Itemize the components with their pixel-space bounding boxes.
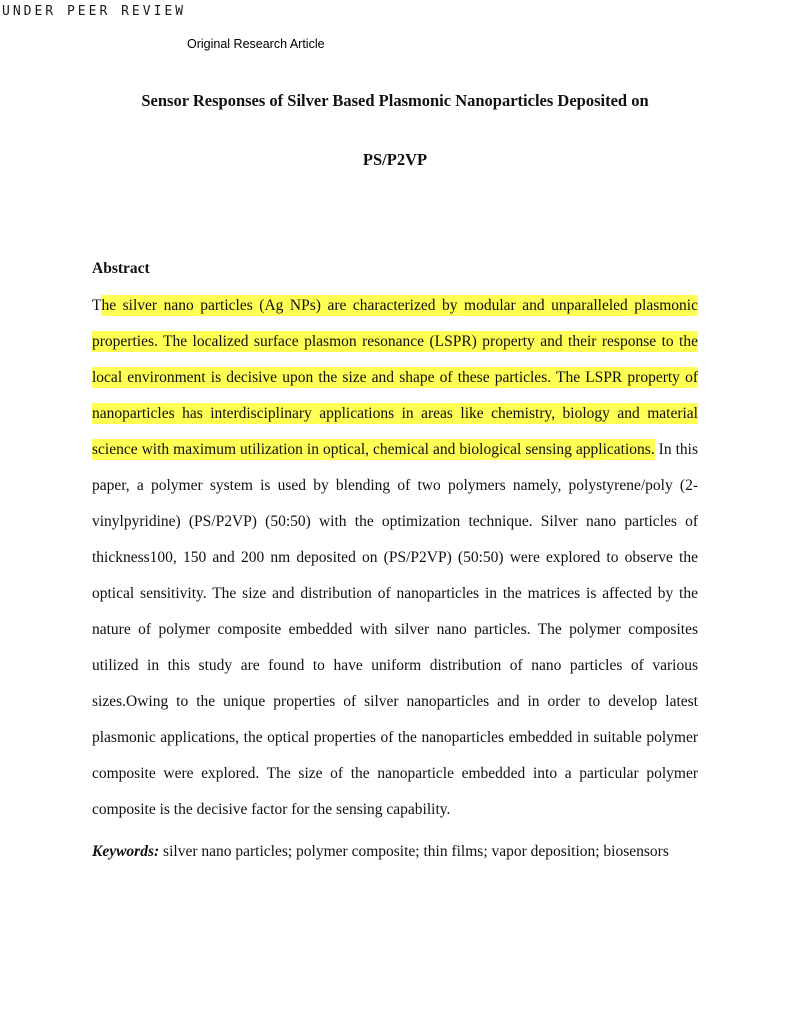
highlighted-text: he silver nano particles (Ag NPs) are characterized by modular and unparalleled plasmonic properties. The localized surface plasmon resonance (LSPR) property and their response to the local environment is decisive upon the size and shape of these particles. The LSPR property of nanoparticles has interdisciplinary applications in areas like chemistry, biology and material science with maximum utilization in optical, chemical and biological sensing applications. (92, 297, 698, 458)
paper-title-block (92, 92, 698, 169)
article-type-label: Original Research Article (187, 37, 325, 51)
paper-subtitle: PS/P2VP (362, 150, 428, 170)
keywords-line (92, 843, 732, 861)
abstract-lead-char: T (92, 297, 102, 314)
abstract-heading: Abstract (92, 260, 150, 277)
abstract-paragraph (92, 288, 698, 828)
abstract-body-text: In this paper, a polymer system is used by blending of two polymers namely, polystyrene/poly (2-vinylpyridine) (PS/P2VP) (50:50) with the optimization technique. Silver nano particles of thickness100, 150 and 200 nm deposited on (PS/P2VP) (50:50) were explored to observe the optical sensitivity. The size and distribution of nanoparticles in the matrices is affected by the nature of polymer composite embedded with silver nano particles. The polymer composites utilized in this study are found to have uniform distribution of nano particles of various sizes.Owing to the unique properties of silver nanoparticles and in order to develop latest plasmonic applications, the optical properties of the nanoparticles embedded in suitable polymer composite were explored. The size of the nanoparticle embedded into a particular polymer composite is the decisive factor for the sensing capability. (92, 441, 698, 818)
keywords-label: Keywords: (92, 843, 160, 860)
paper-title: Sensor Responses of Silver Based Plasmonic Nanoparticles Deposited on (141, 91, 649, 110)
keywords-text: silver nano particles; polymer composite; thin films; vapor deposition; biosensors (159, 843, 669, 860)
peer-review-banner: UNDER PEER REVIEW (2, 4, 187, 19)
